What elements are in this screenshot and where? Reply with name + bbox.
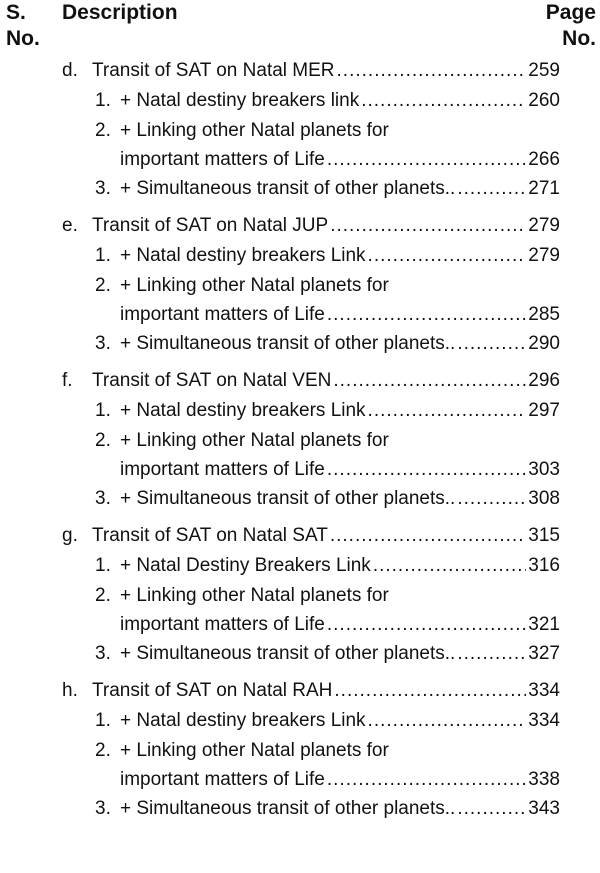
- item-title-line2: [120, 145, 560, 174]
- page-number: 316: [528, 555, 560, 576]
- item-title-line1: + Linking other Natal planets for: [120, 430, 389, 451]
- item-number: 3.: [95, 488, 111, 509]
- page-number: 296: [528, 370, 560, 391]
- item-title-continued: important matters of Life: [120, 304, 325, 325]
- toc-sub-entry[interactable]: [0, 581, 600, 639]
- item-title-line1: + Linking other Natal planets for: [120, 120, 389, 141]
- item-title: + Simultaneous transit of other planets..: [120, 643, 456, 664]
- serial-number-header-line1: S.: [6, 1, 26, 24]
- item-number: 3.: [95, 798, 111, 819]
- item-number: 1.: [95, 710, 111, 731]
- sub-entry-line: [120, 396, 560, 426]
- page-number: 334: [528, 680, 560, 701]
- page-number: 303: [528, 459, 560, 480]
- toc-sub-entry[interactable]: [0, 484, 600, 514]
- toc-section: [0, 676, 600, 824]
- dot-leader: [330, 211, 526, 241]
- item-number: 3.: [95, 643, 111, 664]
- item-title: + Natal destiny breakers Link: [120, 400, 366, 421]
- item-title-line2: [120, 300, 560, 329]
- toc-sub-entry[interactable]: [0, 174, 600, 204]
- dot-leader: [333, 366, 526, 396]
- item-title: + Natal destiny breakers Link: [120, 245, 366, 266]
- item-title-line1: + Linking other Natal planets for: [120, 275, 389, 296]
- page-number: 343: [528, 798, 560, 819]
- item-number: 2.: [95, 120, 111, 141]
- sub-entry-line: [120, 86, 560, 116]
- toc-sub-entry[interactable]: [0, 639, 600, 669]
- section-letter: e.: [62, 215, 78, 236]
- main-entry-line: [92, 521, 560, 551]
- page-number-header-line2: No.: [562, 27, 596, 50]
- sub-entry-line: [120, 484, 560, 514]
- dot-leader: [337, 56, 527, 86]
- section-letter: d.: [62, 60, 78, 81]
- dot-leader: [327, 455, 526, 484]
- page-number: 315: [528, 525, 560, 546]
- toc-sub-entry[interactable]: [0, 706, 600, 736]
- toc-sub-entry[interactable]: [0, 736, 600, 794]
- sub-entry-line: [120, 706, 560, 736]
- item-number: 1.: [95, 90, 111, 111]
- table-of-contents: [0, 56, 600, 831]
- sub-entry-lines: [120, 736, 560, 794]
- page-number: 279: [528, 215, 560, 236]
- dot-leader: [327, 300, 526, 329]
- page-number: 285: [528, 304, 560, 325]
- page-number: 338: [528, 769, 560, 790]
- page-number: 327: [528, 643, 560, 664]
- table-header: [0, 0, 600, 56]
- serial-number-header-line2: No.: [6, 27, 40, 50]
- item-title-continued: important matters of Life: [120, 769, 325, 790]
- page-number-header: [536, 0, 596, 52]
- item-number: 3.: [95, 333, 111, 354]
- dot-leader: [457, 639, 526, 669]
- toc-main-entry[interactable]: [0, 56, 600, 86]
- item-title-line1: + Linking other Natal planets for: [120, 740, 389, 761]
- item-number: 2.: [95, 740, 111, 761]
- section-title: Transit of SAT on Natal VEN: [92, 370, 332, 391]
- dot-leader: [457, 329, 526, 359]
- page-number: 334: [528, 710, 560, 731]
- description-header: Description: [62, 1, 178, 24]
- item-title-continued: important matters of Life: [120, 459, 325, 480]
- page-number: 260: [528, 90, 560, 111]
- page-number: 290: [528, 333, 560, 354]
- sub-entry-lines: [120, 581, 560, 639]
- toc-sub-entry[interactable]: [0, 396, 600, 426]
- toc-sub-entry[interactable]: [0, 116, 600, 174]
- toc-main-entry[interactable]: [0, 676, 600, 706]
- main-entry-line: [92, 366, 560, 396]
- item-title-line2: [120, 765, 560, 794]
- main-entry-line: [92, 56, 560, 86]
- toc-sub-entry[interactable]: [0, 426, 600, 484]
- dot-leader: [457, 794, 526, 824]
- sub-entry-line: [120, 794, 560, 824]
- dot-leader: [457, 174, 526, 204]
- toc-sub-entry[interactable]: [0, 551, 600, 581]
- page-number: 297: [528, 400, 560, 421]
- item-title-line2: [120, 610, 560, 639]
- item-title-continued: important matters of Life: [120, 149, 325, 170]
- toc-sub-entry[interactable]: [0, 794, 600, 824]
- toc-section: [0, 56, 600, 204]
- section-letter: f.: [62, 370, 73, 391]
- toc-section: [0, 521, 600, 669]
- toc-sub-entry[interactable]: [0, 86, 600, 116]
- dot-leader: [368, 241, 527, 271]
- serial-number-header: [6, 0, 46, 52]
- dot-leader: [457, 484, 526, 514]
- page-number: 308: [528, 488, 560, 509]
- item-title: + Simultaneous transit of other planets..: [120, 178, 456, 199]
- dot-leader: [373, 551, 526, 581]
- item-title-line1: + Linking other Natal planets for: [120, 585, 389, 606]
- item-title: + Natal destiny breakers link: [120, 90, 360, 111]
- section-title: Transit of SAT on Natal JUP: [92, 215, 329, 236]
- sub-entry-line: [120, 241, 560, 271]
- page-number: 266: [528, 149, 560, 170]
- dot-leader: [327, 610, 526, 639]
- section-title: Transit of SAT on Natal SAT: [92, 525, 328, 546]
- item-number: 3.: [95, 178, 111, 199]
- toc-sub-entry[interactable]: [0, 271, 600, 329]
- main-entry-line: [92, 676, 560, 706]
- sub-entry-lines: [120, 426, 560, 484]
- toc-main-entry[interactable]: [0, 521, 600, 551]
- item-number: 2.: [95, 585, 111, 606]
- toc-main-entry[interactable]: [0, 211, 600, 241]
- dot-leader: [330, 521, 526, 551]
- sub-entry-line: [120, 639, 560, 669]
- section-title: Transit of SAT on Natal RAH: [92, 680, 333, 701]
- sub-entry-line: [120, 329, 560, 359]
- toc-section: [0, 366, 600, 514]
- item-number: 1.: [95, 400, 111, 421]
- item-title-line2: [120, 455, 560, 484]
- main-entry-line: [92, 211, 560, 241]
- page-number: 271: [528, 178, 560, 199]
- dot-leader: [327, 145, 526, 174]
- sub-entry-lines: [120, 271, 560, 329]
- page-number: 321: [528, 614, 560, 635]
- toc-sub-entry[interactable]: [0, 329, 600, 359]
- dot-leader: [368, 396, 527, 426]
- item-number: 1.: [95, 555, 111, 576]
- page-number-header-line1: Page: [545, 1, 596, 24]
- item-title: + Natal Destiny Breakers Link: [120, 555, 371, 576]
- dot-leader: [361, 86, 526, 116]
- dot-leader: [368, 706, 527, 736]
- item-title-continued: important matters of Life: [120, 614, 325, 635]
- item-number: 1.: [95, 245, 111, 266]
- toc-section: [0, 211, 600, 359]
- sub-entry-lines: [120, 116, 560, 174]
- item-title: + Natal destiny breakers Link: [120, 710, 366, 731]
- section-title: Transit of SAT on Natal MER: [92, 60, 335, 81]
- dot-leader: [327, 765, 526, 794]
- page-number: 279: [528, 245, 560, 266]
- item-number: 2.: [95, 275, 111, 296]
- page-number: 259: [528, 60, 560, 81]
- item-title: + Simultaneous transit of other planets..: [120, 798, 456, 819]
- sub-entry-line: [120, 551, 560, 581]
- sub-entry-line: [120, 174, 560, 204]
- dot-leader: [334, 676, 526, 706]
- item-number: 2.: [95, 430, 111, 451]
- item-title: + Simultaneous transit of other planets..: [120, 488, 456, 509]
- item-title: + Simultaneous transit of other planets..: [120, 333, 456, 354]
- section-letter: g.: [62, 525, 78, 546]
- section-letter: h.: [62, 680, 78, 701]
- toc-main-entry[interactable]: [0, 366, 600, 396]
- toc-sub-entry[interactable]: [0, 241, 600, 271]
